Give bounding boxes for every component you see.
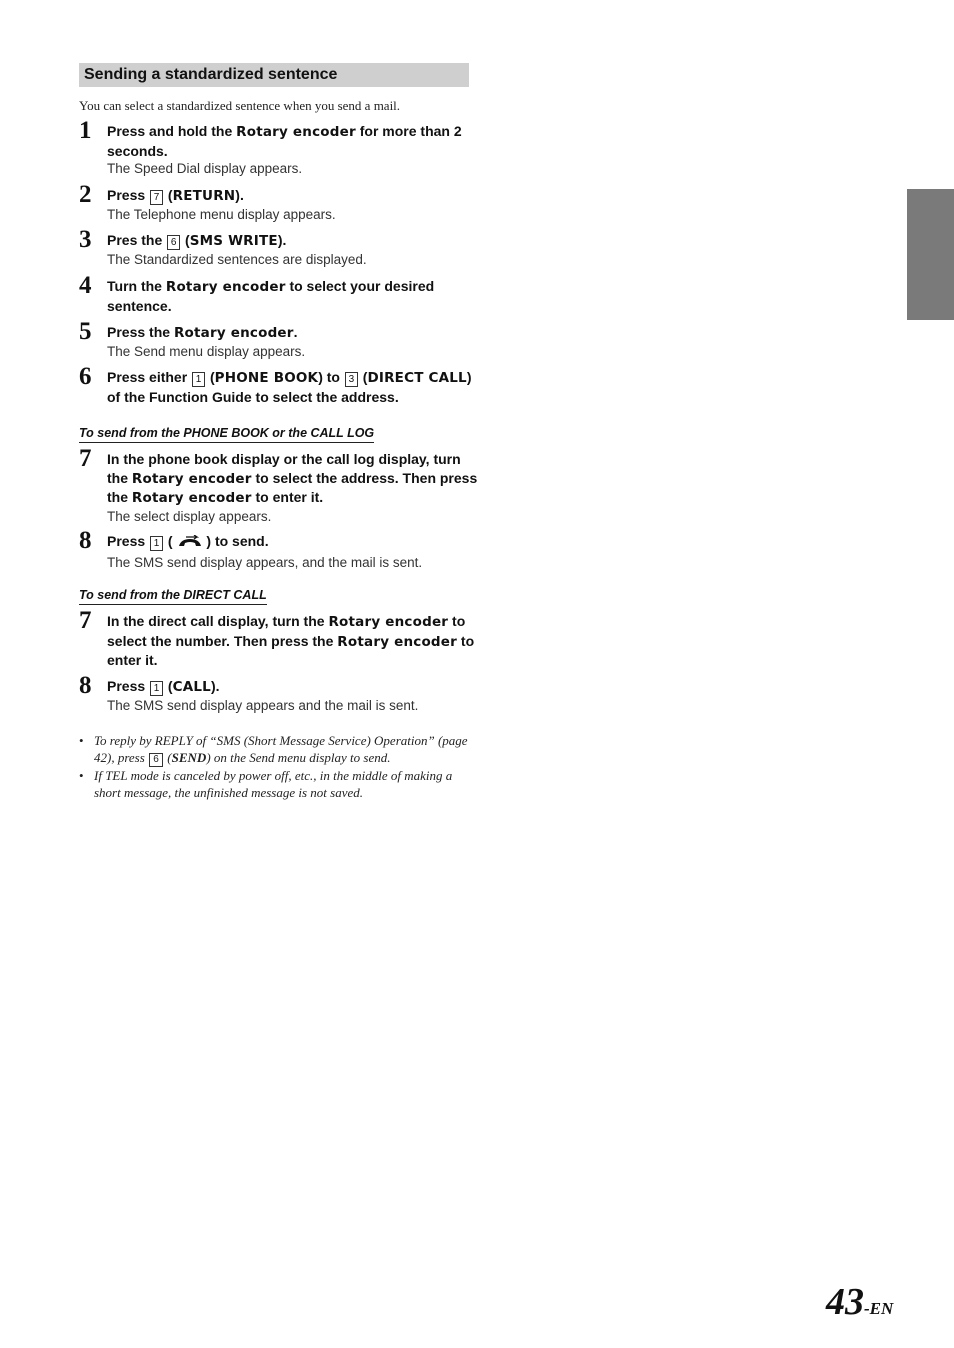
step-result: The Standardized sentences are displayed. — [107, 251, 367, 267]
step-number: 3 — [79, 226, 92, 253]
step-number: 8 — [79, 672, 92, 699]
step-instruction: Press the Rotary encoder. — [107, 324, 298, 341]
step-number: 5 — [79, 318, 92, 345]
phone-send-icon — [177, 535, 203, 554]
step-instruction: Pres the 6 (SMS WRITE). — [107, 232, 287, 249]
step-7-phone-book — [79, 445, 479, 526]
key-1: 1 — [150, 536, 163, 551]
step-result: The SMS send display appears and the mail is sent. — [107, 697, 419, 713]
step-5 — [79, 318, 479, 361]
step-number: 6 — [79, 363, 92, 390]
step-1 — [79, 117, 479, 178]
notes-list — [79, 732, 479, 801]
step-result: The Telephone menu display appears. — [107, 206, 336, 222]
note-item: • To reply by REPLY of “SMS (Short Message Service) Operation” (page 42), press 6 (SEND) on the Send menu display to send. — [79, 733, 468, 765]
step-result: The Speed Dial display appears. — [107, 161, 303, 176]
step-4 — [79, 272, 479, 315]
step-8-phone-book — [79, 527, 479, 572]
step-number: 4 — [79, 272, 92, 299]
step-result: The select display appears. — [107, 508, 272, 524]
step-instruction: Press 1 ( ) to send. — [107, 532, 479, 554]
step-instruction: Press 1 (CALL). — [107, 678, 220, 695]
page-number: 43-EN — [826, 1281, 894, 1323]
step-instruction: Press and hold the Rotary encoder for more than 2 seconds. — [107, 123, 462, 159]
step-result: The SMS send display appears, and the mail is sent. — [107, 554, 423, 570]
key-7: 7 — [150, 190, 163, 205]
step-instruction: Turn the Rotary encoder to select your desired sentence. — [107, 278, 435, 314]
step-instruction: Press either 1 (PHONE BOOK) to 3 (DIRECT CALL) of the Function Guide to select the address. — [107, 369, 472, 405]
step-3 — [79, 226, 479, 269]
step-instruction: In the phone book display or the call log display, turn the Rotary encoder to select the address. Then press the Rotary encoder to enter it. — [107, 451, 478, 506]
step-number: 2 — [79, 181, 92, 208]
step-result: The Send menu display appears. — [107, 343, 306, 359]
step-instruction: In the direct call display, turn the Rotary encoder to select the number. Then press the Rotary encoder to enter it. — [107, 613, 475, 668]
intro-text: You can select a standardized sentence when you send a mail. — [79, 98, 401, 113]
subsection-heading-phone-book: To send from the PHONE BOOK or the CALL LOG — [79, 425, 374, 443]
step-7-direct-call — [79, 607, 479, 670]
bullet: • — [79, 768, 84, 783]
note-item: • If TEL mode is canceled by power off, etc., in the middle of making a short message, the unfinished message is not saved. — [79, 768, 453, 800]
step-8-direct-call — [79, 672, 479, 715]
step-number: 7 — [79, 607, 92, 634]
step-2 — [79, 181, 479, 224]
side-tab — [907, 189, 954, 320]
bullet: • — [79, 733, 84, 748]
key-1: 1 — [150, 681, 163, 696]
step-number: 7 — [79, 445, 92, 472]
step-number: 8 — [79, 527, 92, 554]
key-6: 6 — [167, 235, 180, 250]
key-6: 6 — [149, 753, 163, 767]
key-3: 3 — [345, 372, 358, 387]
section-title: Sending a standardized sentence — [79, 63, 469, 87]
key-1: 1 — [192, 372, 205, 387]
step-number: 1 — [79, 117, 92, 144]
step-6 — [79, 363, 479, 406]
step-instruction: Press 7 (RETURN). — [107, 187, 244, 204]
subsection-heading-direct-call: To send from the DIRECT CALL — [79, 587, 267, 605]
